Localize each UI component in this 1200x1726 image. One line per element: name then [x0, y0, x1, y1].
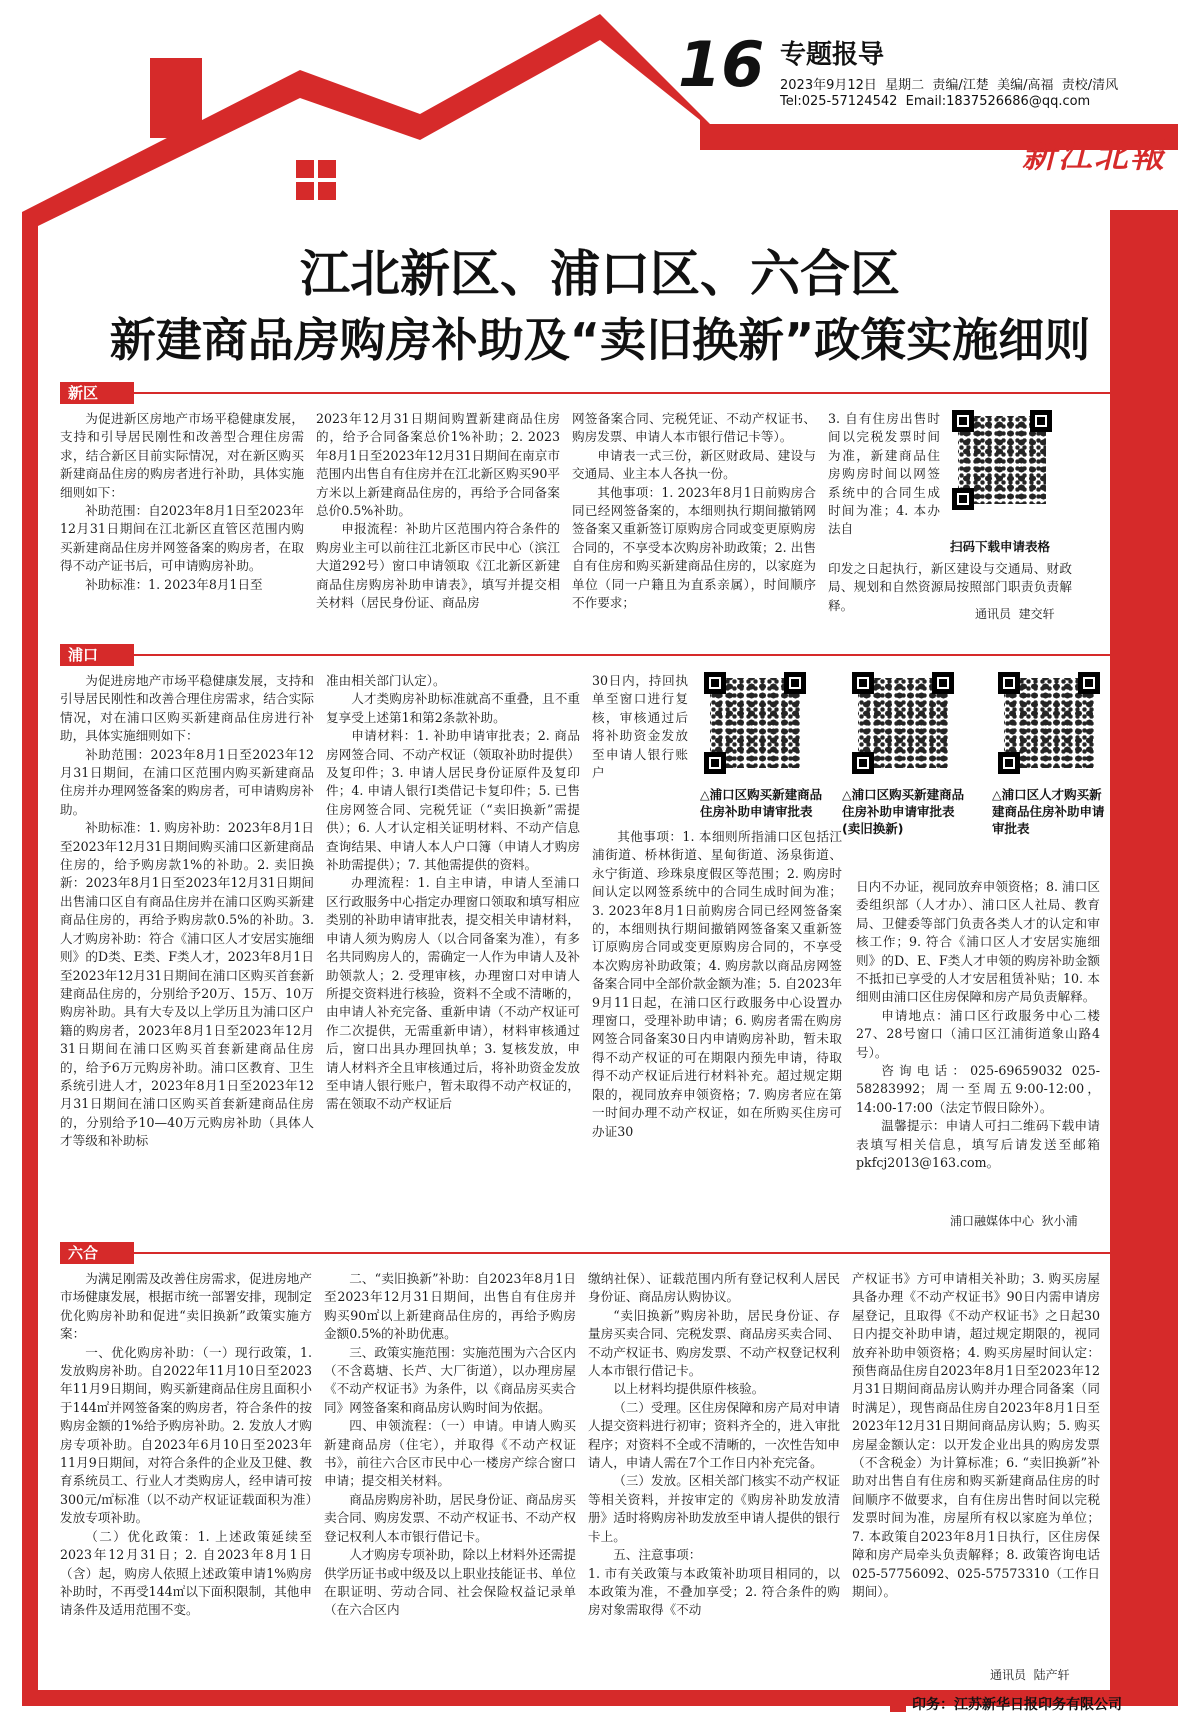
section-label-pukou: 浦口 — [60, 644, 134, 666]
xinqu-para: 网签备案合同、完税凭证、不动产权证书、购房发票、申请人本市银行借记卡等）。 — [572, 411, 816, 445]
byline-xinqu: 通讯员 建交轩 — [975, 607, 1055, 621]
byline-luhe: 通讯员 陆产轩 — [990, 1668, 1070, 1682]
pukou-para: 30日内，持回执单至窗口进行复核，审核通过后将补助资金发放至申请人银行账户 — [592, 673, 688, 781]
luhe-col2 — [324, 1270, 576, 1684]
xinqu-para: 补助标准：1. 2023年8月1日至 — [85, 576, 263, 592]
pukou-para: 温馨提示：申请人可扫二维码下载申请表填写相关信息，填写后请发送至邮箱pkfcj2013@163.com。 — [856, 1118, 1100, 1171]
pukou-para: 日内不办证，视同放弃申领资格；8. 浦口区委组织部（人才办）、浦口区人社局、教育局、卫健委等部门负责各类人才的认定和审核工作；9. 符合《浦口区人才安居实施细则》的D、E、F类人才申领的购房补助金额不抵扣已享受的人才安居租赁补贴；10. 本细则由浦口区住房保障和房产局负责解释。 — [856, 879, 1100, 1005]
pukou-para: 补助标准：1. 购房补助：2023年8月1日至2023年12月31日期间购买浦口区新建商品住房的，给予购房款1%的补助。2. 卖旧换新：2023年8月1日至2023年12月31日期间出售浦口区自有商品住房并在浦口区购买新建商品住房的，再给予购房款0.5%的补助。3. 人才购房补助：符合《浦口区人才安居实施细则》的D类、E类、F类人才，2023年8月1日至2023年12月31日期间在浦口区购买首套新建商品住房的，分别给予20万、15万、10万购房补助。具有大专及以上学历且为浦口区户籍的购房者，2023年8月1日至2023年12月31日期间在浦口区购买首套新建商品住房的，给予6万元购房补助。浦口区教育、卫生系统引进人才，2023年8月1日至2023年12月31日期间在浦口区购买首套新建商品住房的，分别给予10—40万元购房补助（具体人才等级和补助标 — [60, 820, 314, 1149]
luhe-para: 一、优化购房补助：（一）现行政策，1. 发放购房补助。自2022年11月10日至2023年11月9日期间，购买新建商品住房且面积小于144㎡并网签备案的购房者，符合条件的按购房金额的1%给予购房补助。2. 发放人才购房专项补助。自2023年6月10日至2023年11月9日期间，对符合条件的企业及卫健、教育系统员工、行业人才类购房人，经申请可按300元/㎡标准（以不动产权证证载面积为准）发放专项补助。 — [60, 1344, 312, 1526]
xinqu-para: 补助范围：自2023年8月1日至2023年12月31日期间在江北新区直管区范围内购买新建商品住房并网签备案的购房者，在取得不动产证书后，可申请购房补助。 — [60, 503, 304, 574]
section-label-xinqu: 新区 — [60, 382, 134, 404]
pukou-para: 为促进房地产市场平稳健康发展，支持和引导居民刚性和改善合理住房需求，结合实际情况，对在浦口区购买新建商品住房进行补助，具体实施细则如下： — [60, 673, 314, 744]
pukou-col1 — [60, 672, 314, 1220]
xinqu-col1 — [60, 410, 304, 630]
qr-caption-pukou-3: △浦口区人才购买新建商品住房补助申请审批表 — [992, 787, 1105, 836]
masthead-logo: 新江北報 — [1022, 136, 1166, 176]
pukou-para: 咨询电话：025-69659032 025-58283992；周一至周五9:00-12:00，14:00-17:00（法定节假日除外）。 — [856, 1063, 1100, 1115]
luhe-para: 三、政策实施范围：实施范围为六合区内（不含葛塘、长芦、大厂街道），以办理房屋《不动产权证书》为条件，以《商品房买卖合同》网签备案和商品房认购时间为依据。 — [324, 1344, 576, 1415]
xinqu-para: 2023年12月31日期间购置新建商品住房的，给予合同备案总价1%补助；2. 2023年8月1日至2023年12月31日期间在南京市范围内出售自有住房并在江北新区购买90平方米以上新建商品住房的，再给予合同备案总价0.5%补助。 — [316, 411, 560, 519]
xinqu-col2 — [316, 410, 560, 630]
xinqu-para: 其他事项：1. 2023年8月1日前购房合同已经网签备案的，本细则执行期间撤销网签备案又重新签订原购房合同或变更原购房合同的，不享受本次购房补助政策；2. 出售自有住房和购买新建商品住房的，以家庭为单位（同一户籍且为直系亲属），时间顺序不作要求； — [572, 484, 816, 611]
section-rule — [60, 1252, 1138, 1254]
pukou-para: 其他事项：1. 本细则所指浦口区包括江浦街道、桥林街道、星甸街道、汤泉街道、永宁街道、珍珠泉度假区等范围；2. 购房时间认定以网签系统中的合同生成时间为准；3. 2023年8月1日前购房合同已经网签备案的，本细则执行期间撤销网签备案又重新签订原购房合同或变更原购房合同的，不享受本次购房补助政策；4. 购房款以商品房网签备案合同中全部价款金额为准；5. 自2023年9月11日起，在浦口区行政服务中心设置办理窗口，受理补助申请；6. 购房者需在购房网签合同备案30日内申请购房补助，暂未取得不动产权证的可在期限内预先申请，待取得不动产权证后进行材料补充。超过规定期限的，视同放弃申领资格；7. 购房者应在第一时间办理不动产权证，如在所购买住房可办证30 — [592, 829, 842, 1139]
luhe-para: 商品房购房补助，居民身份证、商品房买卖合同、购房发票、不动产权证书、不动产权登记权利人本市银行借记卡。 — [324, 1491, 576, 1544]
xinqu-col4a — [828, 410, 940, 560]
contact-line: Tel:025-57124542 Email:1837526686@qq.com — [780, 94, 1091, 109]
luhe-col4 — [852, 1270, 1100, 1666]
luhe-col1 — [60, 1270, 312, 1684]
luhe-para: 产权证书》方可申请相关补助；3. 购买房屋具备办理《不动产权证书》90日内需申请房屋登记，且取得《不动产权证书》之日起30日内提交补助申请，超过规定期限的，视同放弃补助申领资格；4. 购买房屋时间认定：预售商品住房自2023年8月1日至2023年12月31日期间商品房认购并办理合同备案（同时满足），现售商品住房自2023年8月1日至2023年12月31日期间商品房认购；5. 购买房屋金额认定：以开发企业出具的购房发票（不含税金）为计算标准；6. “卖旧换新”补助对出售自有住房和购买新建商品住房的时间顺序不做要求，自有住房出售时间以完税发票时间为准，房屋所有权以家庭为单位；7. 本政策自2023年8月1日执行，区住房保障和房产局牵头负责解释；8. 政策咨询电话025-57756092、025-57573310（工作日期间）。 — [852, 1271, 1100, 1599]
xinqu-para: 印发之日起执行，新区建设与交通局、财政局、规划和自然资源局按照部门职责负责解释。 — [828, 561, 1072, 613]
luhe-para: 五、注意事项： — [613, 1547, 702, 1563]
pukou-col3a — [592, 672, 688, 824]
section-rule — [60, 392, 1138, 394]
luhe-para: 以上材料均提供原件核验。 — [613, 1381, 765, 1397]
footer-printer: 印务：江苏新华日报印务有限公司 — [912, 1697, 1122, 1713]
headline-line1: 江北新区、浦口区、六合区 — [300, 245, 900, 303]
date-line: 2023年9月12日 星期二 责编/江楚 美编/高福 责校/清风 — [780, 78, 1119, 93]
qr-code-pukou-3 — [998, 672, 1100, 774]
qr-code-pukou-1 — [704, 672, 806, 774]
pukou-col3b — [592, 828, 842, 1220]
pukou-para: 人才类购房补助标准就高不重叠，且不重复享受上述第1和第2条款补助。 — [326, 691, 580, 725]
pukou-col2 — [326, 672, 580, 1220]
chimney — [150, 58, 202, 138]
section-rule — [60, 654, 1138, 656]
xinqu-col3 — [572, 410, 816, 630]
pukou-para: 补助范围：2023年8月1日至2023年12月31日期间，在浦口区范围内购买新建商品住房并办理网签备案的购房者，可申请购房补助。 — [60, 746, 314, 817]
luhe-col3 — [588, 1270, 840, 1684]
qr-caption-pukou-1: △浦口区购买新建商品住房补助申请审批表 — [700, 787, 823, 819]
luhe-para: “卖旧换新”购房补助，居民身份证、存量房买卖合同、完税发票、商品房买卖合同、不动产权证书、购房发票、不动产权登记权利人本市银行借记卡。 — [588, 1307, 840, 1379]
byline-pukou: 浦口融媒体中心 狄小浦 — [950, 1214, 1078, 1228]
qr-code-xinqu — [952, 410, 1052, 510]
luhe-para: 四、申领流程：（一）申请。申请人购买新建商品房（住宅），并取得《不动产权证书》，前往六合区市民中心一楼房产综合窗口申请；提交相关材料。 — [324, 1418, 576, 1489]
section-name: 专题报导 — [780, 40, 885, 70]
qr-code-pukou-2 — [852, 672, 954, 774]
luhe-para: 为满足刚需及改善住房需求，促进房地产市场健康发展，根据市统一部署安排，现制定优化购房补助和促进“卖旧换新”政策实施方案： — [60, 1271, 312, 1342]
pukou-col4 — [856, 878, 1100, 1212]
page-number: 16 — [678, 28, 765, 101]
luhe-para: 人才购房专项补助，除以上材料外还需提供学历证书或中级及以上职业技能证书、单位在职证明、劳动合同、社会保险权益记录单（在六合区内 — [324, 1547, 576, 1618]
pukou-para: 准由相关部门认定）。 — [326, 673, 446, 688]
pukou-para: 办理流程：1. 自主申请，申请人至浦口区行政服务中心指定办理窗口领取和填写相应类别的补助申请审批表，提交相关申请材料，申请人须为购房人（以合同备案为准），有多名共同购房人的，需确定一人作为申请人及补助领款人；2. 受理审核，办理窗口对申请人所提交资料进行核验，资料不全或不清晰的，由申请人补充完备、重新申请（不动产权证可作二次提供，无需重新申请），材料审核通过后，窗口出具办理回执单；3. 复核发放，申请人材料齐全且审核通过后，将补助资金发放至申请人银行账户，暂未取得不动产权证的，需在领取不动产权证后 — [326, 875, 580, 1112]
luhe-para: （二）受理。区住房保障和房产局对申请人提交资料进行初审；资料齐全的，进入审批程序；对资料不全或不清晰的，一次性告知申请人，申请人需在7个工作日内补充完备。 — [588, 1399, 840, 1471]
luhe-para: （三）发放。区相关部门核实不动产权证等相关资料，并按审定的《购房补助发放清册》适时将购房补助发放至申请人提供的银行卡上。 — [588, 1473, 840, 1544]
section-label-luhe: 六合 — [60, 1242, 134, 1264]
qr-caption-xinqu: 扫码下载申请表格 — [950, 539, 1051, 554]
luhe-para: （二）优化政策：1. 上述政策延续至2023年12月31日；2. 自2023年8月1日（含）起，购房人依照上述政策申请1%购房补助时，不再受144㎡以下面积限制，其他申请条件及适用范围不变。 — [60, 1528, 312, 1618]
xinqu-para: 申请表一式三份，新区财政局、建设与交通局、业主本人各执一份。 — [572, 447, 816, 482]
luhe-para: 缴纳社保）、证载范围内所有登记权利人居民身份证、商品房认购协议。 — [588, 1271, 840, 1305]
qr-caption-pukou-2: △浦口区购买新建商品住房补助申请审批表(卖旧换新) — [842, 787, 965, 836]
footer-bar — [890, 1696, 906, 1712]
xinqu-para: 申报流程：补助片区范围内符合条件的购房业主可以前往江北新区市民中心（滨江大道292号）窗口申请领取《江北新区新建商品住房购房补助申请表》，填写并提交相关材料（居民身份证、商品房 — [316, 521, 560, 611]
luhe-para: 二、“卖旧换新”补助：自2023年8月1日至2023年12月31日期间，出售自有住房并购买90㎡以上新建商品住房的，再给予购房金额0.5%的补助优惠。 — [324, 1271, 576, 1342]
luhe-para: 1. 市有关政策与本政策补助项目相同的，以本政策为准，不叠加享受；2. 符合条件的购房对象需取得《不动 — [588, 1565, 840, 1618]
pukou-para: 申请地点：浦口区行政服务中心二楼27、28号窗口（浦口区江浦街道象山路4号）。 — [856, 1007, 1100, 1060]
xinqu-para: 为促进新区房地产市场平稳健康发展，支持和引导居民刚性和改善型合理住房需求，结合新区目前实际情况，对在新区购买新建商品住房的购房者进行补助，具体实施细则如下： — [60, 411, 304, 500]
headline-line2: 新建商品房购房补助及“卖旧换新”政策实施细则 — [109, 313, 1091, 367]
window-icon — [296, 160, 336, 200]
pukou-para: 申请材料：1. 补助申请审批表；2. 商品房网签合同、不动产权证（领取补助时提供）及复印件；3. 申请人居民身份证原件及复印件；4. 申请人银行I类借记卡复印件；5. 已售住房网签合同、完税凭证（“卖旧换新”需提供）；6. 人才认定相关证明材料、不动产信息查询结果、申请人本人户口簿（申请人才购房补助需提供）；7. 其他需提供的资料。 — [326, 728, 580, 873]
xinqu-para: 3. 自有住房出售时间以完税发票时间为准，新建商品住房购房时间以网签系统中的合同生成时间为准；4. 本办法自 — [828, 411, 940, 537]
